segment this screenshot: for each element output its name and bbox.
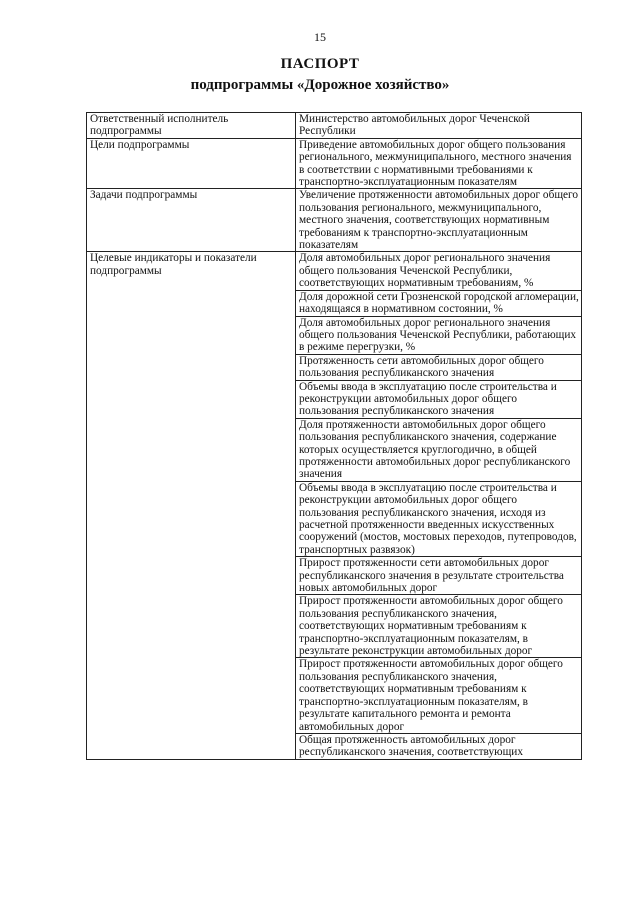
document-title: ПАСПОРТ	[280, 56, 360, 72]
indicator-cell: Доля автомобильных дорог регионального значения общего пользования Чеченской Республики, соответствующих нормативным требованиям, %	[296, 252, 582, 290]
row-value: Приведение автомобильных дорог общего пользования регионального, межмуниципального, местного значения в соответствии с нормативными требованиями к транспортно-эксплуатационным показателям	[296, 138, 582, 189]
indicator-cell: Прирост протяженности сети автомобильных дорог республиканского значения в результате строительства новых автомобильных дорог	[296, 557, 582, 595]
indicator-cell: Доля автомобильных дорог регионального значения общего пользования Чеченской Республики, работающих в режиме перегрузки, %	[296, 316, 582, 354]
indicator-cell: Общая протяженность автомобильных дорог республиканского значения, соответствующих	[296, 733, 582, 759]
indicator-cell: Доля дорожной сети Грозненской городской агломерации, находящаяся в нормативном состоянии, %	[296, 290, 582, 316]
table-row	[87, 189, 582, 252]
indicator-cell: Прирост протяженности автомобильных дорог общего пользования республиканского значения, соответствующих нормативным требованиям к транспортно-эксплуатационным показателям, в результате реконструкции автомобильных дорог	[296, 595, 582, 658]
row-value: Увеличение протяженности автомобильных дорог общего пользования регионального, межмуниципального, местного значения, соответствующих нормативным требованиям к транспортно-эксплуатационным показателям	[296, 189, 582, 252]
page-number: 15	[314, 30, 326, 44]
table-row	[87, 252, 582, 290]
indicator-cell: Объемы ввода в эксплуатацию после строительства и реконструкции автомобильных дорог общего пользования республиканского значения, исходя из расчетной протяженности введенных искусственных сооружений (мостов, мостовых переходов, путепроводов, транспортных развязок)	[296, 481, 582, 556]
table-row	[87, 113, 582, 139]
indicator-cell: Протяженность сети автомобильных дорог общего пользования республиканского значения	[296, 354, 582, 380]
table-row	[87, 138, 582, 189]
passport-table	[86, 112, 582, 760]
indicators-label: Целевые индикаторы и показатели подпрограммы	[87, 252, 296, 759]
row-label: Ответственный исполнитель подпрограммы	[87, 113, 296, 139]
indicator-cell: Доля протяженности автомобильных дорог общего пользования республиканского значения, содержание которых осуществляется круглогодично, в общей протяженности автомобильных дорог республиканского значения	[296, 418, 582, 481]
document-subtitle: подпрограммы «Дорожное хозяйство»	[190, 77, 450, 93]
row-value: Министерство автомобильных дорог Чеченской Республики	[296, 113, 582, 139]
row-label: Цели подпрограммы	[87, 138, 296, 189]
row-label: Задачи подпрограммы	[87, 189, 296, 252]
indicator-cell: Прирост протяженности автомобильных дорог общего пользования республиканского значения, соответствующих нормативным требованиям к транспортно-эксплуатационным показателям, в результате капитального ремонта и ремонта автомобильных дорог	[296, 658, 582, 733]
indicator-cell: Объемы ввода в эксплуатацию после строительства и реконструкции автомобильных дорог общего пользования республиканского значения	[296, 380, 582, 418]
